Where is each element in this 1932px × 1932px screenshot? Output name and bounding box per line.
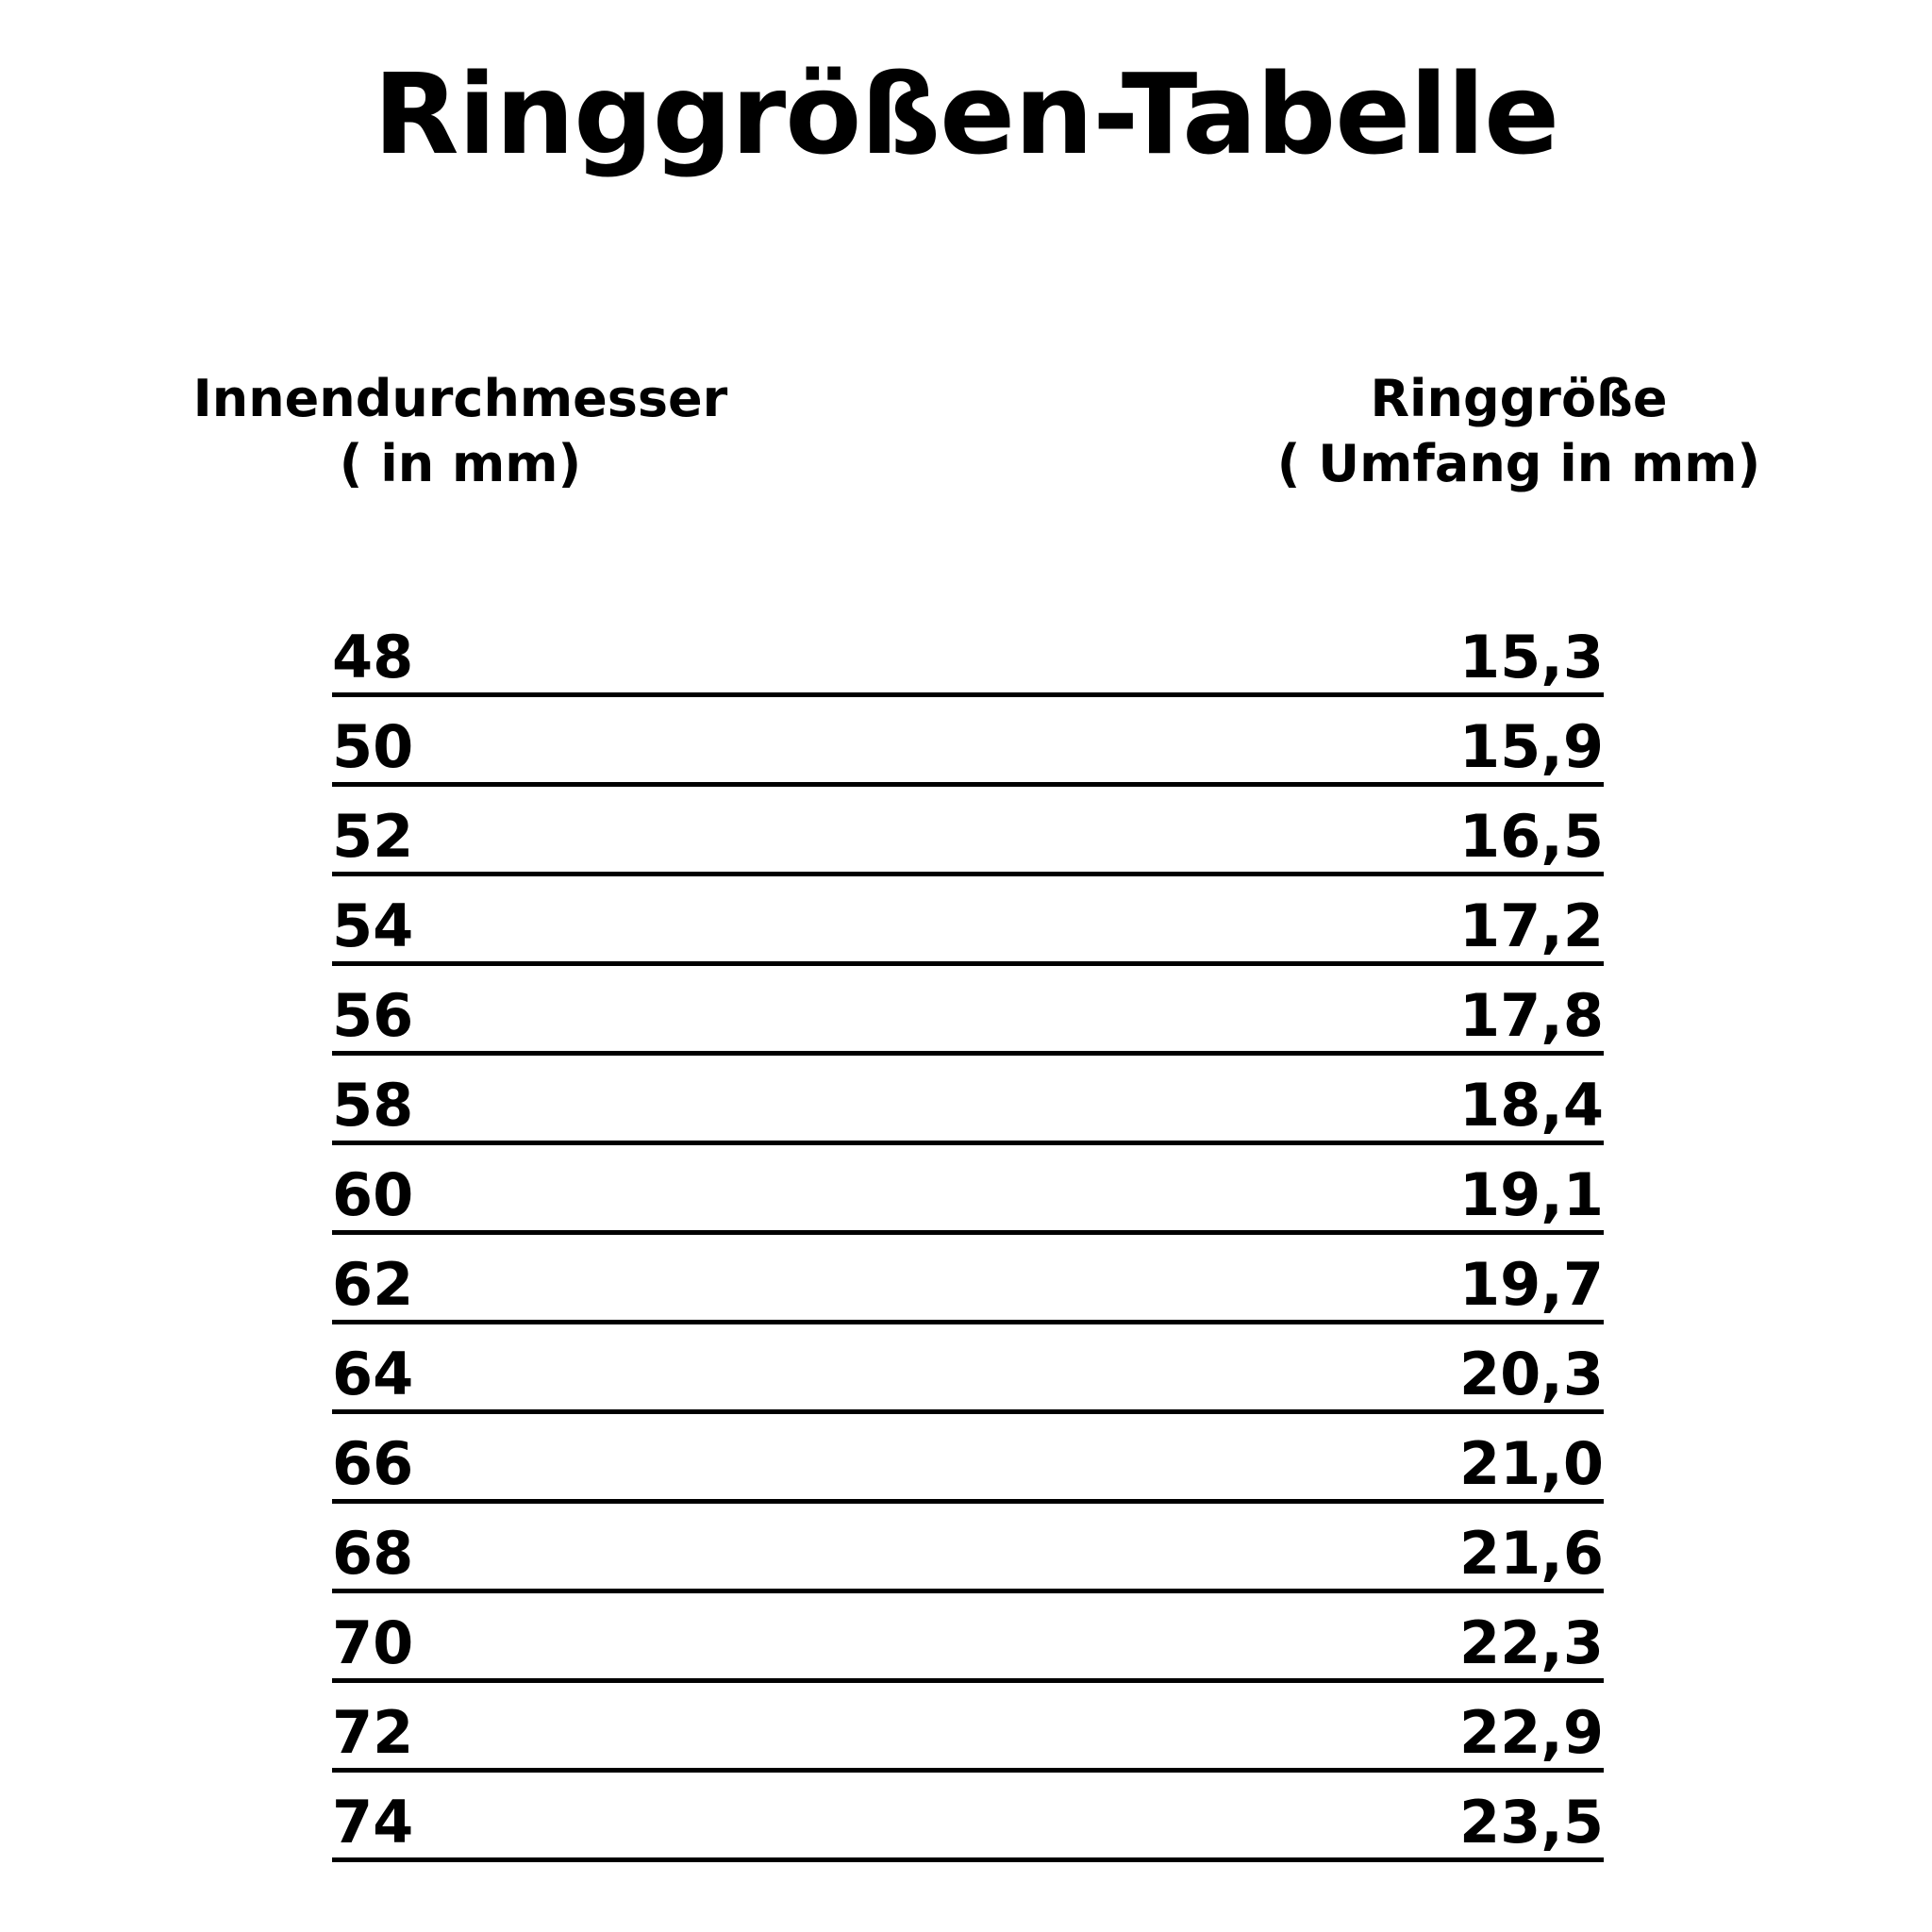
cell-ring-size: 22,3 [1459,1608,1604,1678]
table-row [332,697,1604,787]
cell-inner-diameter: 62 [332,1250,414,1320]
column-header-inner-diameter-line2: ( in mm) [339,434,582,494]
cell-ring-size: 19,7 [1459,1250,1604,1320]
cell-ring-size: 15,9 [1459,712,1604,782]
cell-ring-size: 21,6 [1459,1519,1604,1589]
column-header-ring-size-line2: ( Umfang in mm) [1276,434,1761,494]
table-column-headers [0,366,1932,496]
table-row [332,876,1604,966]
cell-ring-size: 22,9 [1459,1698,1604,1768]
cell-ring-size: 16,5 [1459,802,1604,872]
table-row [332,1593,1604,1683]
cell-ring-size: 23,5 [1459,1788,1604,1857]
cell-inner-diameter: 50 [332,712,414,782]
cell-inner-diameter: 66 [332,1429,414,1499]
table-row [332,966,1604,1056]
cell-ring-size: 17,8 [1459,981,1604,1051]
column-header-inner-diameter-line1: Innendurchmesser [192,369,728,428]
table-row [332,1056,1604,1145]
ring-size-table [0,608,1932,1862]
table-row [332,1235,1604,1324]
cell-inner-diameter: 72 [332,1698,414,1768]
cell-inner-diameter: 48 [332,623,414,692]
cell-inner-diameter: 56 [332,981,414,1051]
table-row [332,1504,1604,1593]
page-title: Ringgrößen-Tabelle [373,49,1559,179]
column-header-inner-diameter [83,366,838,496]
column-header-ring-size-line1: Ringgröße [1370,369,1668,428]
table-row [332,1683,1604,1773]
column-header-ring-size [1189,366,1849,496]
cell-ring-size: 17,2 [1459,891,1604,961]
table-row [332,1414,1604,1504]
cell-ring-size: 19,1 [1459,1160,1604,1230]
table-row [332,1324,1604,1414]
cell-inner-diameter: 60 [332,1160,414,1230]
cell-ring-size: 21,0 [1459,1429,1604,1499]
cell-inner-diameter: 52 [332,802,414,872]
table-row [332,1145,1604,1235]
cell-inner-diameter: 58 [332,1071,414,1141]
table-row [332,1773,1604,1862]
cell-ring-size: 15,3 [1459,623,1604,692]
cell-inner-diameter: 74 [332,1788,414,1857]
cell-inner-diameter: 70 [332,1608,414,1678]
cell-inner-diameter: 68 [332,1519,414,1589]
table-row [332,787,1604,876]
cell-ring-size: 18,4 [1459,1071,1604,1141]
cell-ring-size: 20,3 [1459,1340,1604,1409]
cell-inner-diameter: 64 [332,1340,414,1409]
table-row [332,608,1604,697]
cell-inner-diameter: 54 [332,891,414,961]
